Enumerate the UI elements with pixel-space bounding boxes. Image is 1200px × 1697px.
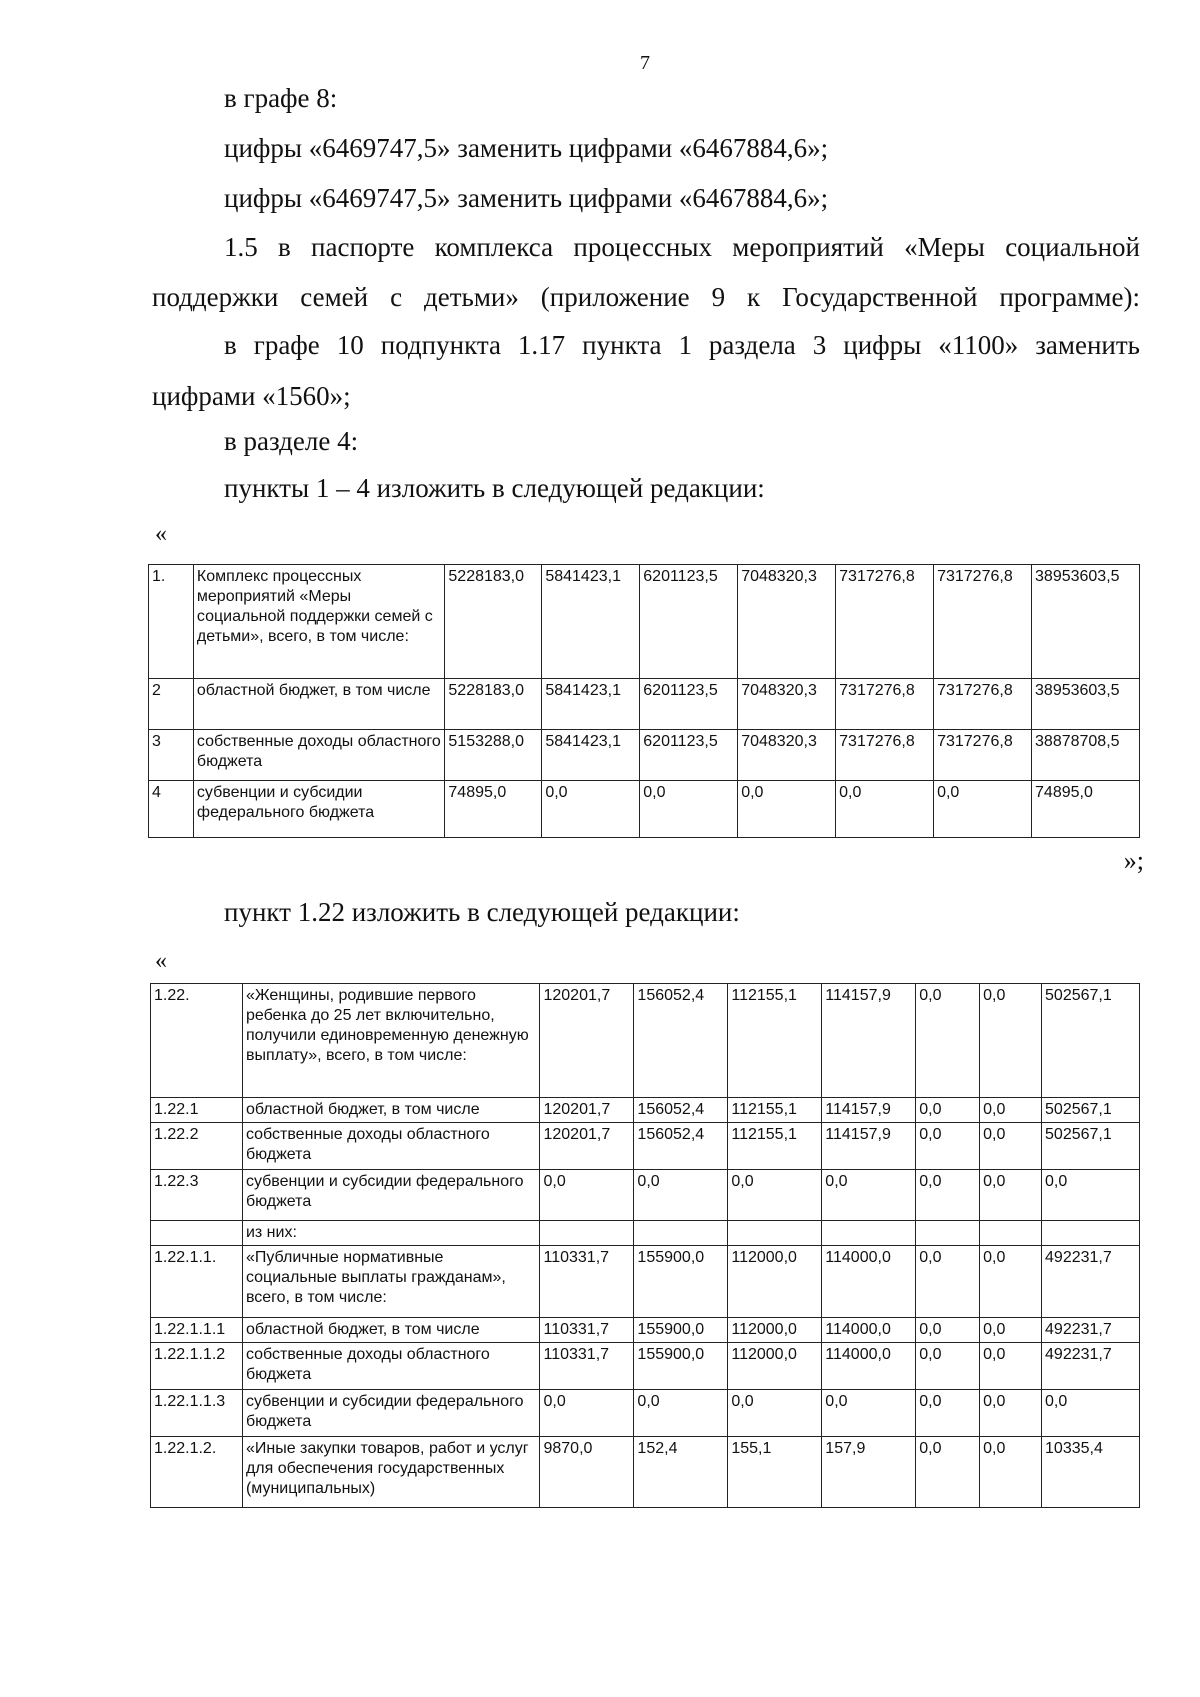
table-row — [149, 565, 1140, 679]
row-name-cell: субвенции и субсидии федерального бюджета — [242, 1390, 540, 1437]
table-row — [149, 679, 1140, 730]
closing-quote-1: »; — [1123, 846, 1144, 875]
value-cell: 0,0 — [916, 1390, 980, 1437]
value-cell: 5841423,1 — [542, 565, 640, 679]
value-cell: 7048320,3 — [738, 730, 836, 781]
value-cell: 112155,1 — [728, 1123, 822, 1170]
table-row — [149, 730, 1140, 781]
value-cell: 157,9 — [822, 1437, 916, 1508]
value-cell: 114000,0 — [822, 1343, 916, 1390]
value-cell: 74895,0 — [445, 781, 542, 838]
value-cell: 492231,7 — [1042, 1343, 1140, 1390]
paragraph-replace-figures-2: цифры «6469747,5» заменить цифрами «6467884,6»; — [224, 183, 829, 213]
value-cell: 0,0 — [916, 1098, 980, 1123]
value-cell: 7317276,8 — [934, 730, 1032, 781]
value-cell: 502567,1 — [1042, 984, 1140, 1098]
row-number-cell: 2 — [149, 679, 194, 730]
row-number-cell: 1.22.1.2. — [151, 1437, 243, 1508]
paragraph-column-10-line2: цифрами «1560»; — [152, 381, 351, 411]
page-number: 7 — [640, 52, 650, 74]
paragraph-items-1-4: пункты 1 – 4 изложить в следующей редакции: — [224, 473, 765, 503]
value-cell: 120201,7 — [540, 984, 634, 1098]
value-cell: 155,1 — [728, 1437, 822, 1508]
table-row — [151, 1170, 1140, 1221]
value-cell: 7317276,8 — [934, 565, 1032, 679]
row-number-cell: 1.22.1.1.2 — [151, 1343, 243, 1390]
row-name-cell: субвенции и субсидии федерального бюджета — [242, 1170, 540, 1221]
value-cell: 120201,7 — [540, 1123, 634, 1170]
row-number-cell — [151, 1221, 243, 1246]
value-cell: 0,0 — [540, 1170, 634, 1221]
value-cell: 492231,7 — [1042, 1246, 1140, 1318]
value-cell: 152,4 — [634, 1437, 728, 1508]
value-cell: 6201123,5 — [640, 730, 738, 781]
value-cell: 5841423,1 — [542, 730, 640, 781]
value-cell: 0,0 — [540, 1390, 634, 1437]
value-cell: 0,0 — [980, 1343, 1042, 1390]
value-cell: 7317276,8 — [934, 679, 1032, 730]
value-cell: 110331,7 — [540, 1318, 634, 1343]
value-cell: 7317276,8 — [836, 679, 934, 730]
value-cell: 120201,7 — [540, 1098, 634, 1123]
value-cell: 9870,0 — [540, 1437, 634, 1508]
row-name-cell: Комплекс процессных мероприятий «Меры социальной поддержки семей с детьми», всего, в том числе: — [193, 565, 444, 679]
value-cell: 155900,0 — [634, 1318, 728, 1343]
value-cell: 0,0 — [980, 1123, 1042, 1170]
value-cell: 0,0 — [1042, 1390, 1140, 1437]
value-cell: 156052,4 — [634, 984, 728, 1098]
paragraph-section-4: в разделе 4: — [224, 426, 359, 456]
value-cell: 0,0 — [634, 1390, 728, 1437]
table-row — [151, 1390, 1140, 1437]
row-number-cell: 1.22. — [151, 984, 243, 1098]
table-row — [151, 1343, 1140, 1390]
value-cell: 112000,0 — [728, 1343, 822, 1390]
value-cell: 0,0 — [916, 984, 980, 1098]
row-name-cell: собственные доходы областного бюджета — [242, 1123, 540, 1170]
value-cell: 155900,0 — [634, 1246, 728, 1318]
row-name-cell: собственные доходы областного бюджета — [242, 1343, 540, 1390]
table-row — [151, 1318, 1140, 1343]
value-cell: 114157,9 — [822, 984, 916, 1098]
table-row — [151, 1221, 1140, 1246]
value-cell: 0,0 — [980, 1437, 1042, 1508]
row-name-cell: субвенции и субсидии федерального бюджета — [193, 781, 444, 838]
value-cell: 38953603,5 — [1032, 565, 1140, 679]
value-cell: 0,0 — [980, 1098, 1042, 1123]
row-name-cell: «Иные закупки товаров, работ и услуг для обеспечения государственных (муниципальных) — [242, 1437, 540, 1508]
value-cell: 5153288,0 — [445, 730, 542, 781]
value-cell: 155900,0 — [634, 1343, 728, 1390]
value-cell — [822, 1221, 916, 1246]
value-cell: 112155,1 — [728, 984, 822, 1098]
value-cell: 0,0 — [916, 1123, 980, 1170]
value-cell: 0,0 — [836, 781, 934, 838]
value-cell: 114157,9 — [822, 1123, 916, 1170]
value-cell: 0,0 — [980, 1318, 1042, 1343]
value-cell — [980, 1221, 1042, 1246]
value-cell: 6201123,5 — [640, 565, 738, 679]
value-cell: 10335,4 — [1042, 1437, 1140, 1508]
value-cell — [634, 1221, 728, 1246]
value-cell: 156052,4 — [634, 1123, 728, 1170]
row-name-cell: из них: — [242, 1221, 540, 1246]
value-cell: 7048320,3 — [738, 679, 836, 730]
value-cell: 114000,0 — [822, 1246, 916, 1318]
row-number-cell: 1.22.1.1.1 — [151, 1318, 243, 1343]
value-cell: 0,0 — [916, 1343, 980, 1390]
value-cell: 0,0 — [640, 781, 738, 838]
table-row — [151, 1123, 1140, 1170]
table-row — [151, 984, 1140, 1098]
row-number-cell: 4 — [149, 781, 194, 838]
row-name-cell: «Публичные нормативные социальные выплаты гражданам», всего, в том числе: — [242, 1246, 540, 1318]
value-cell: 0,0 — [728, 1390, 822, 1437]
value-cell: 492231,7 — [1042, 1318, 1140, 1343]
value-cell: 0,0 — [1042, 1170, 1140, 1221]
value-cell: 0,0 — [980, 984, 1042, 1098]
value-cell: 0,0 — [916, 1246, 980, 1318]
value-cell: 0,0 — [980, 1390, 1042, 1437]
row-name-cell: областной бюджет, в том числе — [242, 1098, 540, 1123]
value-cell — [728, 1221, 822, 1246]
value-cell: 0,0 — [542, 781, 640, 838]
paragraph-replace-figures-1: цифры «6469747,5» заменить цифрами «6467884,6»; — [224, 133, 829, 163]
value-cell: 0,0 — [980, 1246, 1042, 1318]
table-row — [149, 781, 1140, 838]
value-cell: 0,0 — [980, 1170, 1042, 1221]
paragraph-passport-line1: 1.5 в паспорте комплекса процессных мероприятий «Меры социальной — [224, 232, 1140, 262]
row-number-cell: 1. — [149, 565, 194, 679]
value-cell: 0,0 — [934, 781, 1032, 838]
value-cell: 0,0 — [822, 1170, 916, 1221]
budget-table-items-1-4 — [148, 564, 1140, 838]
row-name-cell: «Женщины, родившие первого ребенка до 25 лет включительно, получили единовременную денежную выплату», всего, в том числе: — [242, 984, 540, 1098]
value-cell: 0,0 — [916, 1170, 980, 1221]
value-cell: 0,0 — [728, 1170, 822, 1221]
value-cell: 156052,4 — [634, 1098, 728, 1123]
opening-quote-1: « — [155, 521, 167, 547]
paragraph-item-1-22: пункт 1.22 изложить в следующей редакции: — [224, 897, 740, 927]
value-cell: 0,0 — [822, 1390, 916, 1437]
value-cell: 5228183,0 — [445, 679, 542, 730]
row-name-cell: областной бюджет, в том числе — [193, 679, 444, 730]
row-number-cell: 3 — [149, 730, 194, 781]
value-cell: 502567,1 — [1042, 1098, 1140, 1123]
value-cell: 6201123,5 — [640, 679, 738, 730]
value-cell: 7317276,8 — [836, 730, 934, 781]
value-cell: 112000,0 — [728, 1318, 822, 1343]
value-cell: 114157,9 — [822, 1098, 916, 1123]
paragraph-column-8: в графе 8: — [224, 83, 338, 113]
value-cell: 0,0 — [916, 1318, 980, 1343]
value-cell — [916, 1221, 980, 1246]
opening-quote-2: « — [155, 948, 167, 974]
value-cell: 112000,0 — [728, 1246, 822, 1318]
value-cell: 38878708,5 — [1032, 730, 1140, 781]
value-cell: 7048320,3 — [738, 565, 836, 679]
row-number-cell: 1.22.2 — [151, 1123, 243, 1170]
row-number-cell: 1.22.3 — [151, 1170, 243, 1221]
row-number-cell: 1.22.1.1.3 — [151, 1390, 243, 1437]
value-cell: 5228183,0 — [445, 565, 542, 679]
row-name-cell: областной бюджет, в том числе — [242, 1318, 540, 1343]
paragraph-passport-line2: поддержки семей с детьми» (приложение 9 к Государственной программе): — [152, 282, 1140, 312]
value-cell: 114000,0 — [822, 1318, 916, 1343]
row-name-cell: собственные доходы областного бюджета — [193, 730, 444, 781]
value-cell: 74895,0 — [1032, 781, 1140, 838]
row-number-cell: 1.22.1.1. — [151, 1246, 243, 1318]
table-row — [151, 1098, 1140, 1123]
row-number-cell: 1.22.1 — [151, 1098, 243, 1123]
table-row — [151, 1437, 1140, 1508]
value-cell: 110331,7 — [540, 1343, 634, 1390]
table-row — [151, 1246, 1140, 1318]
value-cell: 0,0 — [634, 1170, 728, 1221]
value-cell: 0,0 — [916, 1437, 980, 1508]
value-cell: 5841423,1 — [542, 679, 640, 730]
value-cell — [1042, 1221, 1140, 1246]
value-cell: 0,0 — [738, 781, 836, 838]
value-cell: 7317276,8 — [836, 565, 934, 679]
value-cell: 38953603,5 — [1032, 679, 1140, 730]
value-cell: 110331,7 — [540, 1246, 634, 1318]
value-cell — [540, 1221, 634, 1246]
value-cell: 502567,1 — [1042, 1123, 1140, 1170]
paragraph-column-10-line1: в графе 10 подпункта 1.17 пункта 1 раздела 3 цифры «1100» заменить — [224, 330, 1140, 360]
budget-table-item-1-22 — [150, 983, 1140, 1508]
value-cell: 112155,1 — [728, 1098, 822, 1123]
